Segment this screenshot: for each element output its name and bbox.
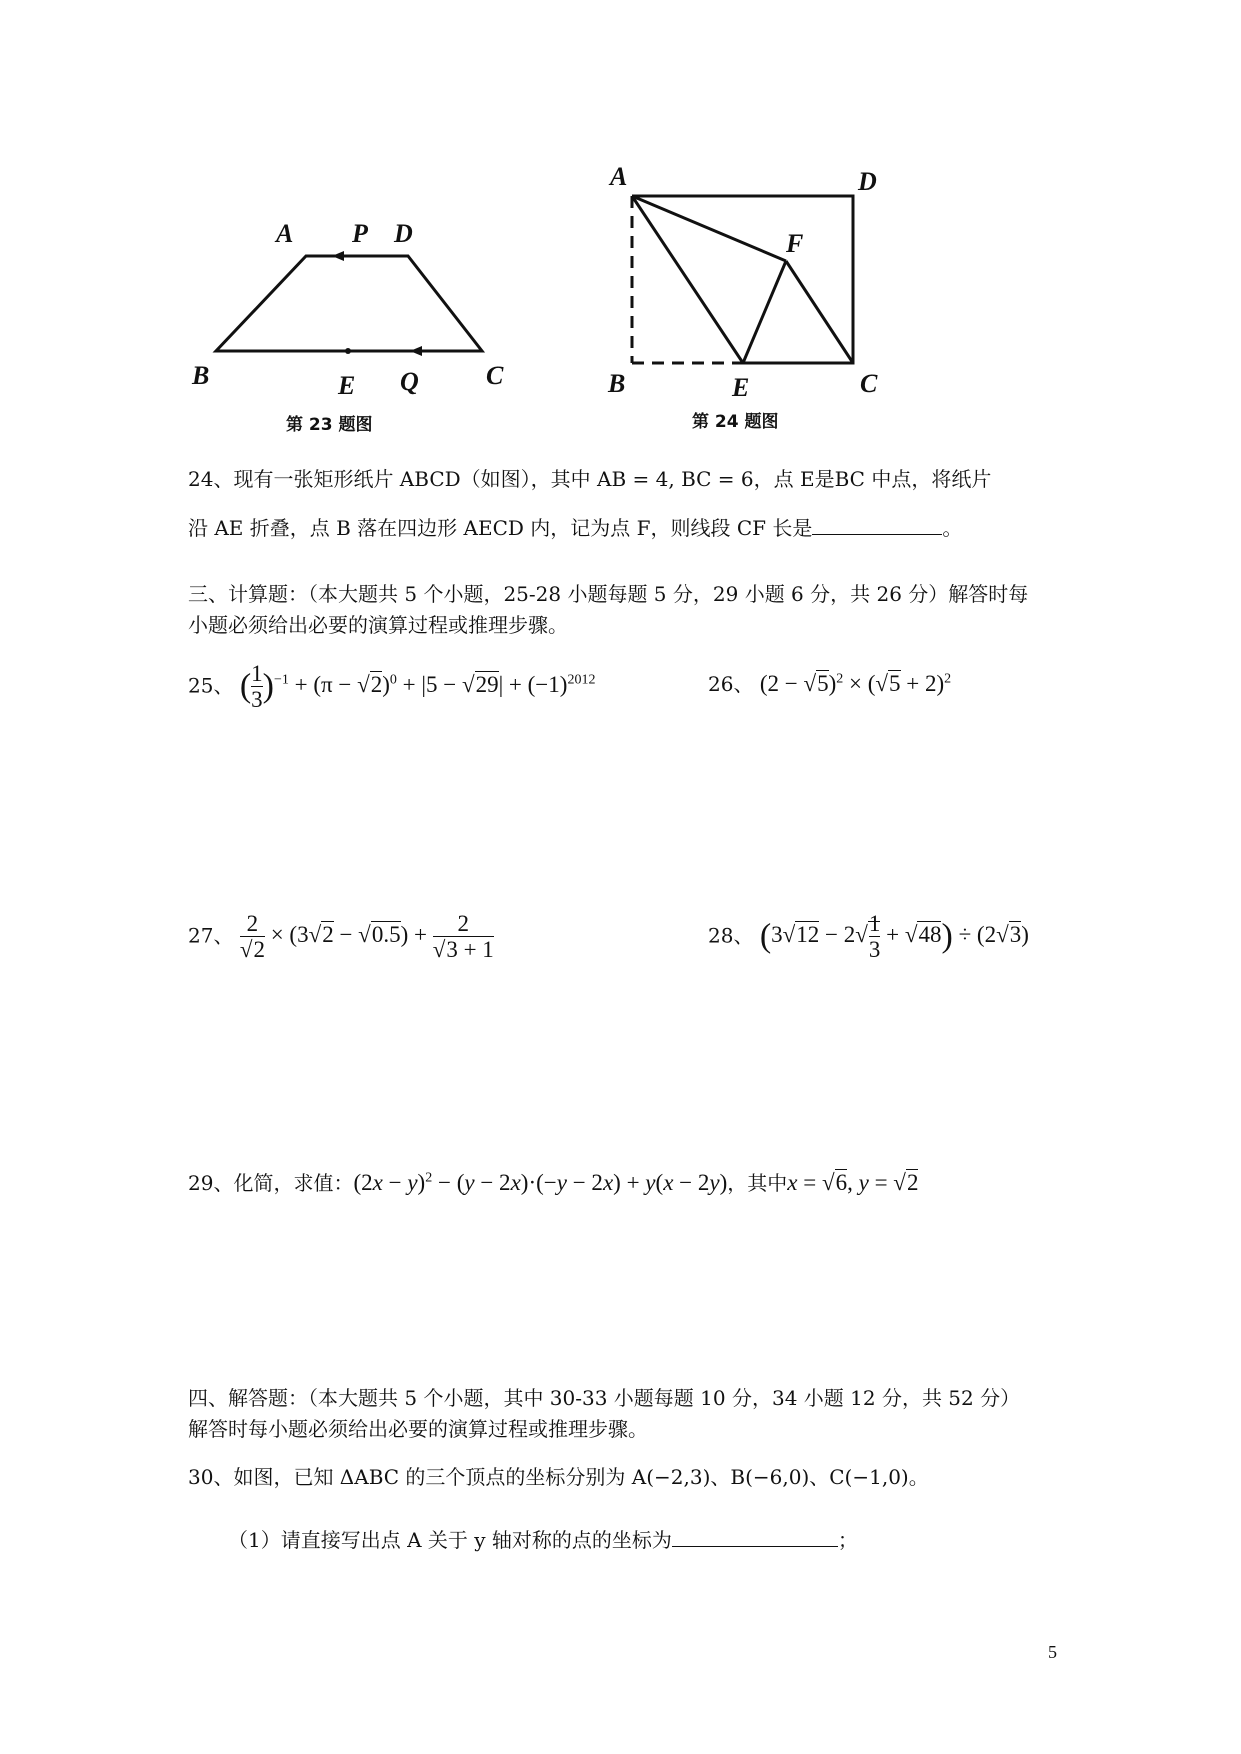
line-ef (743, 261, 786, 363)
q24-line2 (188, 512, 962, 541)
q30-sub1-text: （1）请直接写出点 A 关于 y 轴对称的点的坐标为 (228, 1528, 672, 1552)
label-q: Q (400, 367, 419, 396)
q29-condition: x = √6, y = √2 (787, 1170, 919, 1195)
q29 (188, 1167, 918, 1196)
label-d: D (394, 219, 413, 248)
label-c: C (486, 361, 504, 390)
arrow-p-icon (332, 251, 344, 261)
q25-expression: ( $\frac{1}{3}$ )$^{-1} + (\pi - √2)^0 + |5 - √29| + (-1)^{2012}$ (239, 661, 596, 713)
q26-number: 26、 (708, 672, 754, 696)
q26 (708, 668, 951, 697)
label-c: C (860, 369, 878, 398)
q30-sub1 (228, 1524, 858, 1553)
q28-expression: (3√12 − 2√ $\frac{1}{3}$ + √48) ÷ (2√3) (759, 911, 1029, 963)
q24-line2-text: 沿 AE 折叠，点 B 落在四边形 AECD 内，记为点 F，则线段 CF 长是 (188, 516, 813, 540)
trapezoid-shape (216, 256, 482, 351)
label-b: B (608, 369, 626, 398)
q24-line1: 24、现有一张矩形纸片 ABCD（如图），其中 AB = 4, BC = 6，点 E是BC 中点，将纸片 (188, 467, 992, 491)
q24-line2-end: 。 (942, 516, 963, 540)
figure-23 (180, 210, 520, 410)
q27-number: 27、 (188, 923, 234, 948)
label-e: E (338, 371, 356, 400)
point-e-dot (345, 348, 351, 354)
q30-sub1-end: ； (837, 1528, 858, 1552)
label-d: D (858, 167, 877, 196)
section4-line2: 解答时每小题必须给出必要的演算过程或推理步骤。 (188, 1417, 648, 1441)
label-f: F (786, 229, 804, 258)
q29-prefix: 29、化简，求值： (188, 1171, 354, 1195)
label-e: E (732, 373, 750, 402)
q29-expression: $(2x - y)^2 - (y - 2x)\cdot(-y - 2x) + y(x - 2y)$ (353, 1170, 728, 1195)
q30-answer-blank[interactable] (672, 1528, 838, 1547)
line-fc (786, 261, 853, 363)
section3-line2: 小题必须给出必要的演算过程或推理步骤。 (188, 613, 568, 637)
q26-expression: $(2 - √5)^2 \times (√5 + 2)^2$ (759, 671, 952, 696)
figure-23-caption: 第 23 题图 (286, 415, 373, 435)
q28 (708, 912, 1029, 962)
page-number: 5 (1048, 1642, 1057, 1662)
label-a: A (610, 162, 628, 191)
q24-answer-blank[interactable] (812, 516, 942, 535)
figure-24 (600, 160, 920, 410)
rect-outline (632, 196, 853, 363)
q30-line1: 30、如图，已知 ΔABC 的三个顶点的坐标分别为 A(−2,3)、B(−6,0)、C(−1,0)。 (188, 1465, 929, 1489)
section3-line1: 三、计算题：（本大题共 5 个小题，25-28 小题每题 5 分，29 小题 6 分，共 26 分）解答时每 (188, 582, 1029, 606)
label-b: B (192, 361, 210, 390)
q27-expression: $\frac{2}{√2}$ × (3√2 − √0.5) + $\frac{2}{√3 + 1}$ (239, 911, 494, 963)
section4-line1: 四、解答题：（本大题共 5 个小题，其中 30-33 小题每题 10 分，34 小题 12 分，共 52 分） (188, 1386, 1021, 1410)
figure-24-caption: 第 24 题图 (692, 412, 779, 432)
q28-number: 28、 (708, 923, 754, 948)
q29-middle: ，其中 (727, 1171, 788, 1195)
arrow-q-icon (410, 346, 422, 356)
q27 (188, 912, 494, 962)
q25 (188, 662, 595, 712)
label-a: A (276, 219, 294, 248)
q25-number: 25、 (188, 673, 234, 698)
label-p: P (352, 219, 368, 248)
